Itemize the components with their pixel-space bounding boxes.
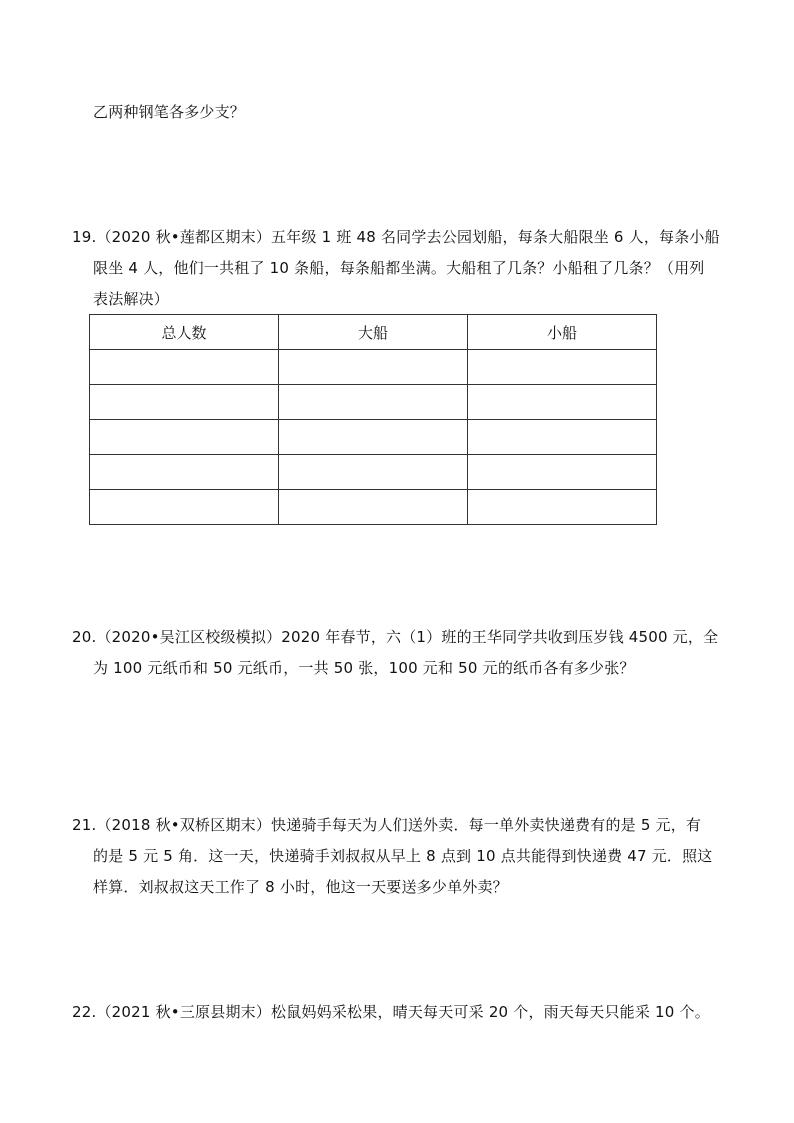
question-22-line-1: 22.（2021 秋•三原县期末）松鼠妈妈采松果，晴天每天可采 20 个，雨天每天只能采 10 个。 [72,1003,710,1021]
table-cell [90,350,279,385]
table-row [90,350,657,385]
table-cell [279,385,468,420]
table-cell [468,455,657,490]
table-cell [468,420,657,455]
table-row [90,490,657,525]
table-header-big-boat: 大船 [279,315,468,350]
question-19-line-2: 限坐 4 人，他们一共租了 10 条船，每条船都坐满。大船租了几条？小船租了几条？（用列 [93,259,705,277]
table-cell [90,455,279,490]
continuation-text: 乙两种钢笔各多少支？ [93,103,246,121]
answer-table [89,314,657,525]
table-cell [468,350,657,385]
table-header-total: 总人数 [90,315,279,350]
table-row [90,420,657,455]
table-row [90,455,657,490]
table-header-small-boat: 小船 [468,315,657,350]
table-cell [468,490,657,525]
question-20-line-2: 为 100 元纸币和 50 元纸币，一共 50 张，100 元和 50 元的纸币各有多少张？ [93,659,635,677]
table-row [90,385,657,420]
question-21-line-1: 21.（2018 秋•双桥区期末）快递骑手每天为人们送外卖．每一单外卖快递费有的是 5 元，有 [72,816,702,834]
question-21-line-3: 样算．刘叔叔这天工作了 8 小时，他这一天要送多少单外卖？ [93,878,508,896]
question-19-line-1: 19.（2020 秋•莲都区期末）五年级 1 班 48 名同学去公园划船，每条大船限坐 6 人，每条小船 [72,228,720,246]
question-21-line-2: 的是 5 元 5 角．这一天，快递骑手刘叔叔从早上 8 点到 10 点共能得到快递费 47 元．照这 [93,847,713,865]
table-cell [279,455,468,490]
table-cell [90,420,279,455]
table-cell [468,385,657,420]
table-cell [90,385,279,420]
table-cell [90,490,279,525]
question-20-line-1: 20.（2020•吴江区校级模拟）2020 年春节，六（1）班的王华同学共收到压岁钱 4500 元，全 [72,628,719,646]
table-header-row [90,315,657,350]
question-19-line-3: 表法解决） [93,290,170,308]
table-cell [279,420,468,455]
table-cell [279,490,468,525]
table-cell [279,350,468,385]
